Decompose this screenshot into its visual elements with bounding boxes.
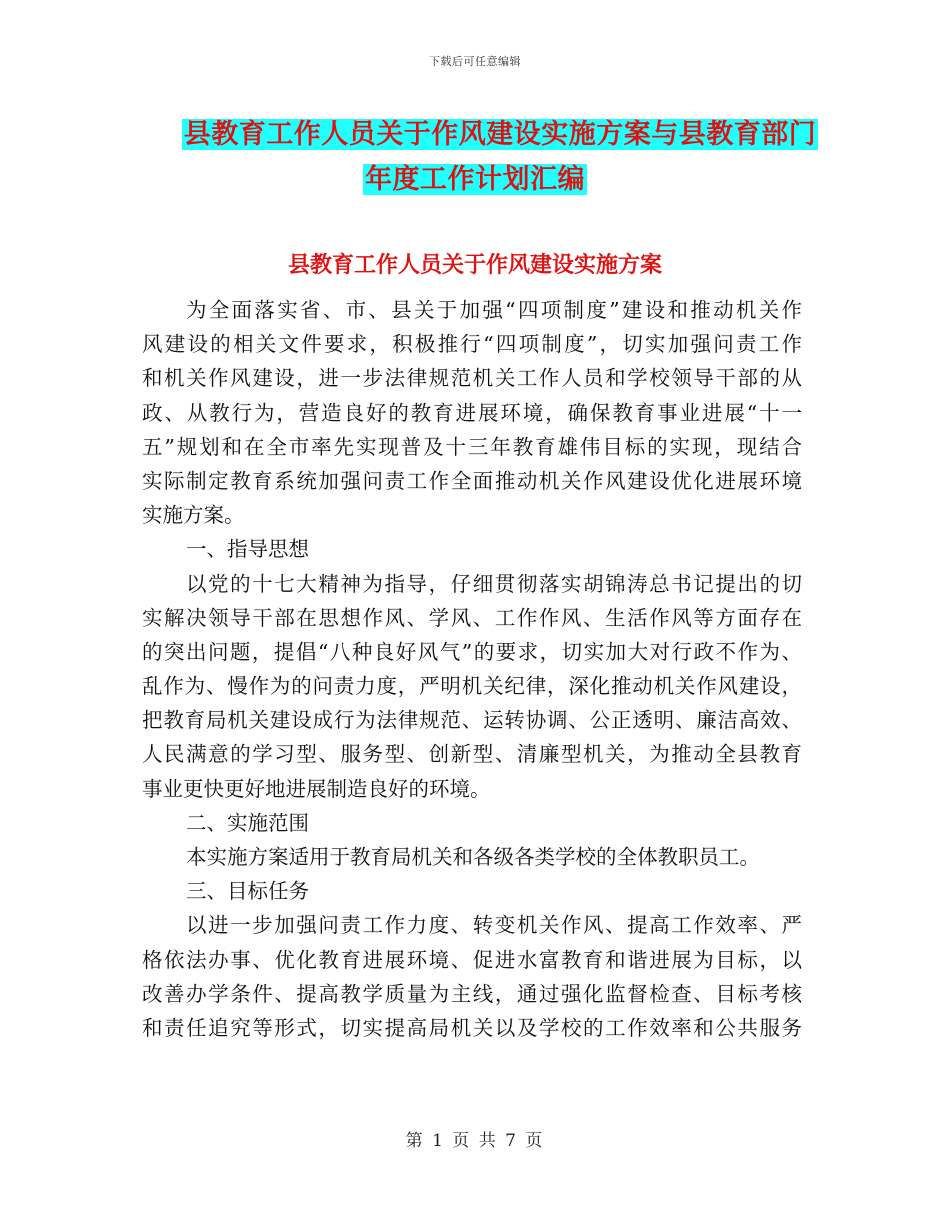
page-footer: 第 1 页 共 7 页	[405, 1131, 545, 1151]
body-line: 格依法办事、优化教育进展环境、促进水富教育和谐进展为目标，以	[142, 947, 802, 972]
body-line: 以党的十七大精神为指导，仔细贯彻落实胡锦涛总书记提出的切	[186, 571, 802, 596]
body-line: 风建设的相关文件要求，积极推行“四项制度”，切实加强问责工作	[142, 332, 802, 357]
body-line: 事业更快更好地进展制造良好的环境。	[142, 776, 491, 801]
body-line: 和机关作风建设，进一步法律规范机关工作人员和学校领导干部的从	[142, 366, 802, 391]
heading-guiding-thought: 一、指导思想	[186, 537, 309, 562]
body-line: 五”规划和在全市率先实现普及十三年教育雄伟目标的实现，现结合	[142, 434, 802, 459]
header-note: 下载后可任意编辑	[429, 55, 521, 68]
title-highlight-1: 县教育工作人员关于作风建设实施方案与县教育部门	[183, 119, 817, 150]
document-body	[142, 293, 802, 1045]
body-line: 为全面落实省、市、县关于加强“四项制度”建设和推动机关作	[186, 298, 802, 322]
heading-scope: 二、实施范围	[186, 810, 309, 835]
body-line: 本实施方案适用于教育局机关和各级各类学校的全体教职员工。	[186, 845, 760, 869]
body-line: 实施方案。	[142, 503, 245, 528]
section-title: 县教育工作人员关于作风建设实施方案	[287, 253, 662, 278]
body-line: 的突出问题，提倡“八种良好风气”的要求，切实加大对行政不作为、	[142, 639, 802, 664]
body-line: 以进一步加强问责工作力度、转变机关作风、提高工作效率、严	[186, 913, 802, 938]
title-highlight-2: 年度工作计划汇编	[365, 164, 585, 195]
body-line: 改善办学条件、提高教学质量为主线，通过强化监督检查、目标考核	[142, 981, 802, 1006]
body-line: 实解决领导干部在思想作风、学风、工作作风、生活作风等方面存在	[142, 605, 802, 630]
body-line: 政、从教行为，营造良好的教育进展环境，确保教育事业进展“十一	[142, 400, 802, 425]
body-line: 和责任追究等形式，切实提高局机关以及学校的工作效率和公共服务	[142, 1015, 802, 1040]
body-line: 实际制定教育系统加强问责工作全面推动机关作风建设优化进展环境	[142, 468, 802, 493]
body-line: 把教育局机关建设成行为法律规范、运转协调、公正透明、廉洁高效、	[142, 708, 802, 733]
document-title-line-1	[25, 112, 950, 151]
heading-goals: 三、目标任务	[186, 879, 309, 904]
document-title-line-2	[0, 157, 950, 196]
body-line: 人民满意的学习型、服务型、创新型、清廉型机关，为推动全县教育	[142, 742, 802, 767]
body-line: 乱作为、慢作为的问责力度，严明机关纪律，深化推动机关作风建设，	[142, 674, 802, 699]
